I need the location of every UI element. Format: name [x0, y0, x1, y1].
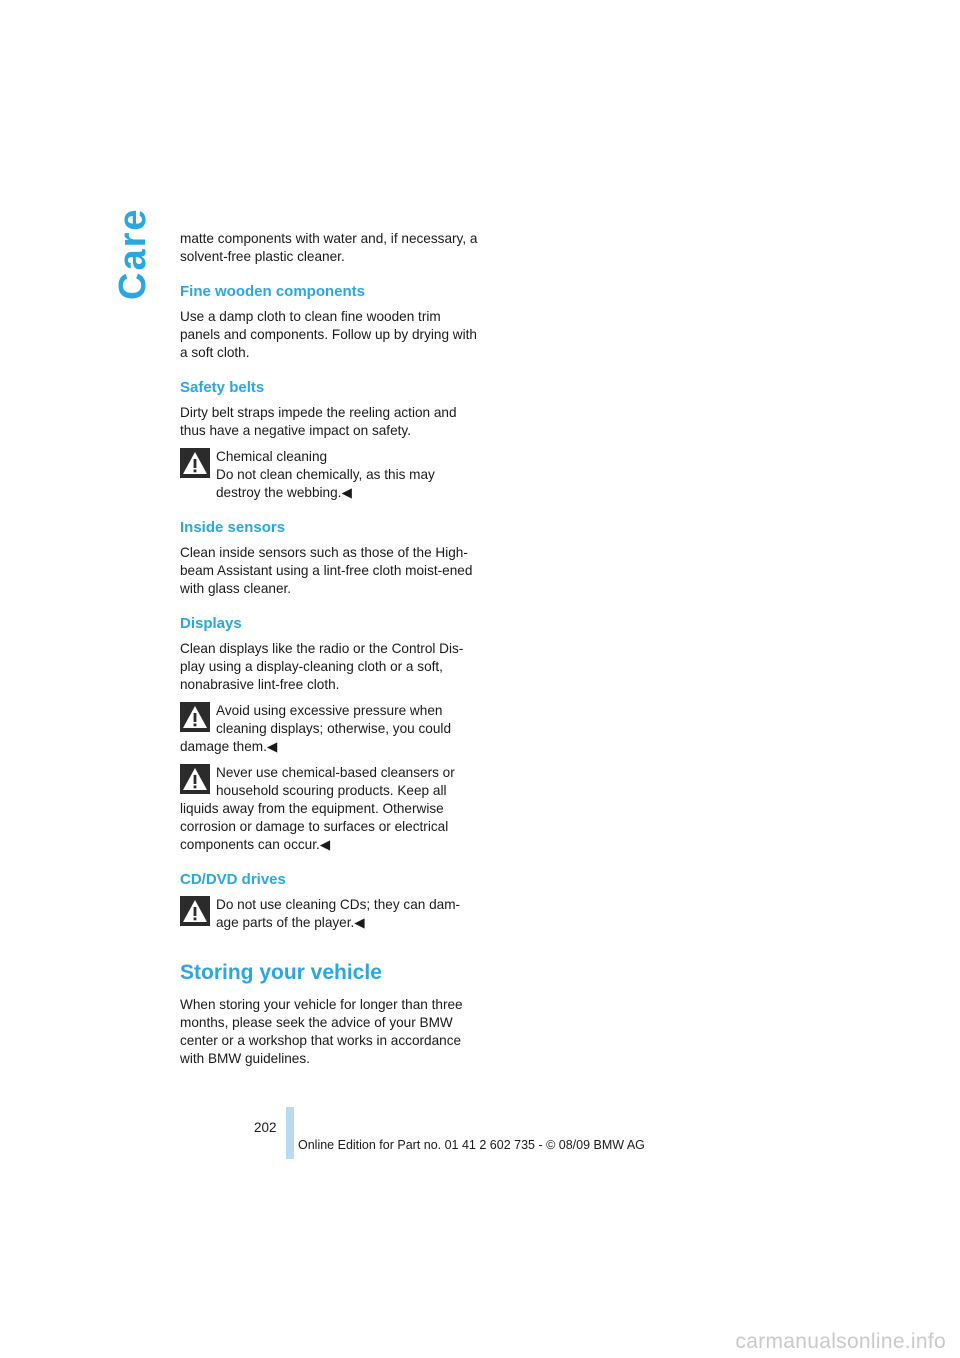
warning-displays-chemicals-end: liquids away from the equipment. Otherwise corrosion or damage to surfaces or electrical components can occur.◀ [180, 801, 449, 852]
wooden-paragraph: Use a damp cloth to clean fine wooden trim panels and components. Follow up by drying with a soft cloth. [180, 309, 477, 360]
heading-cd-dvd-drives: CD/DVD drives [180, 871, 286, 888]
belts-paragraph: Dirty belt straps impede the reeling action and thus have a negative impact on safety. [180, 405, 457, 438]
warning-displays-pressure-end: damage them.◀ [180, 739, 278, 754]
warning-triangle-icon [180, 448, 210, 478]
heading-inside-sensors: Inside sensors [180, 519, 286, 536]
footer-edition-text: Online Edition for Part no. 01 41 2 602 735 - © 08/09 BMW AG [298, 1138, 645, 1152]
page-number: 202 [254, 1120, 277, 1135]
warning-cd [180, 896, 480, 932]
heading-safety-belts: Safety belts [180, 379, 265, 396]
warning-belts [180, 448, 480, 502]
displays-paragraph: Clean displays like the radio or the Control Dis-play using a display-cleaning cloth or a soft, nonabrasive lint-free cloth. [180, 641, 464, 692]
chapter-side-label: Care [112, 207, 154, 300]
storing-paragraph: When storing your vehicle for longer than three months, please seek the advice of your BMW center or a workshop that works in accordance with BMW guidelines. [180, 997, 463, 1066]
warning-displays-chemicals-start: Never use chemical-based cleansers or household scouring products. Keep all [216, 765, 455, 798]
warning-triangle-icon [180, 896, 210, 926]
page-content [180, 230, 480, 1076]
warning-displays-pressure-start: Avoid using excessive pressure when cleaning displays; otherwise, you could [216, 703, 452, 736]
heading-displays: Displays [180, 615, 242, 632]
warning-triangle-icon [180, 702, 210, 732]
heading-storing-your-vehicle: Storing your vehicle [180, 961, 382, 984]
warning-belts-title: Chemical cleaning [216, 449, 328, 464]
heading-fine-wooden-components: Fine wooden components [180, 283, 366, 300]
warning-displays-chemicals [180, 764, 480, 854]
site-watermark: carmanualsonline.info [735, 1330, 946, 1353]
warning-cd-text: Do not use cleaning CDs; they can dam-age parts of the player.◀ [216, 897, 461, 930]
footer-accent-bar [286, 1107, 294, 1159]
intro-paragraph: matte components with water and, if necessary, a solvent-free plastic cleaner. [180, 231, 478, 264]
warning-belts-line: Do not clean chemically, as this may destroy the webbing.◀ [216, 467, 435, 500]
warning-displays-pressure [180, 702, 480, 756]
sensors-paragraph: Clean inside sensors such as those of the High-beam Assistant using a lint-free cloth moist-ened with glass cleaner. [180, 545, 473, 596]
warning-triangle-icon [180, 764, 210, 794]
